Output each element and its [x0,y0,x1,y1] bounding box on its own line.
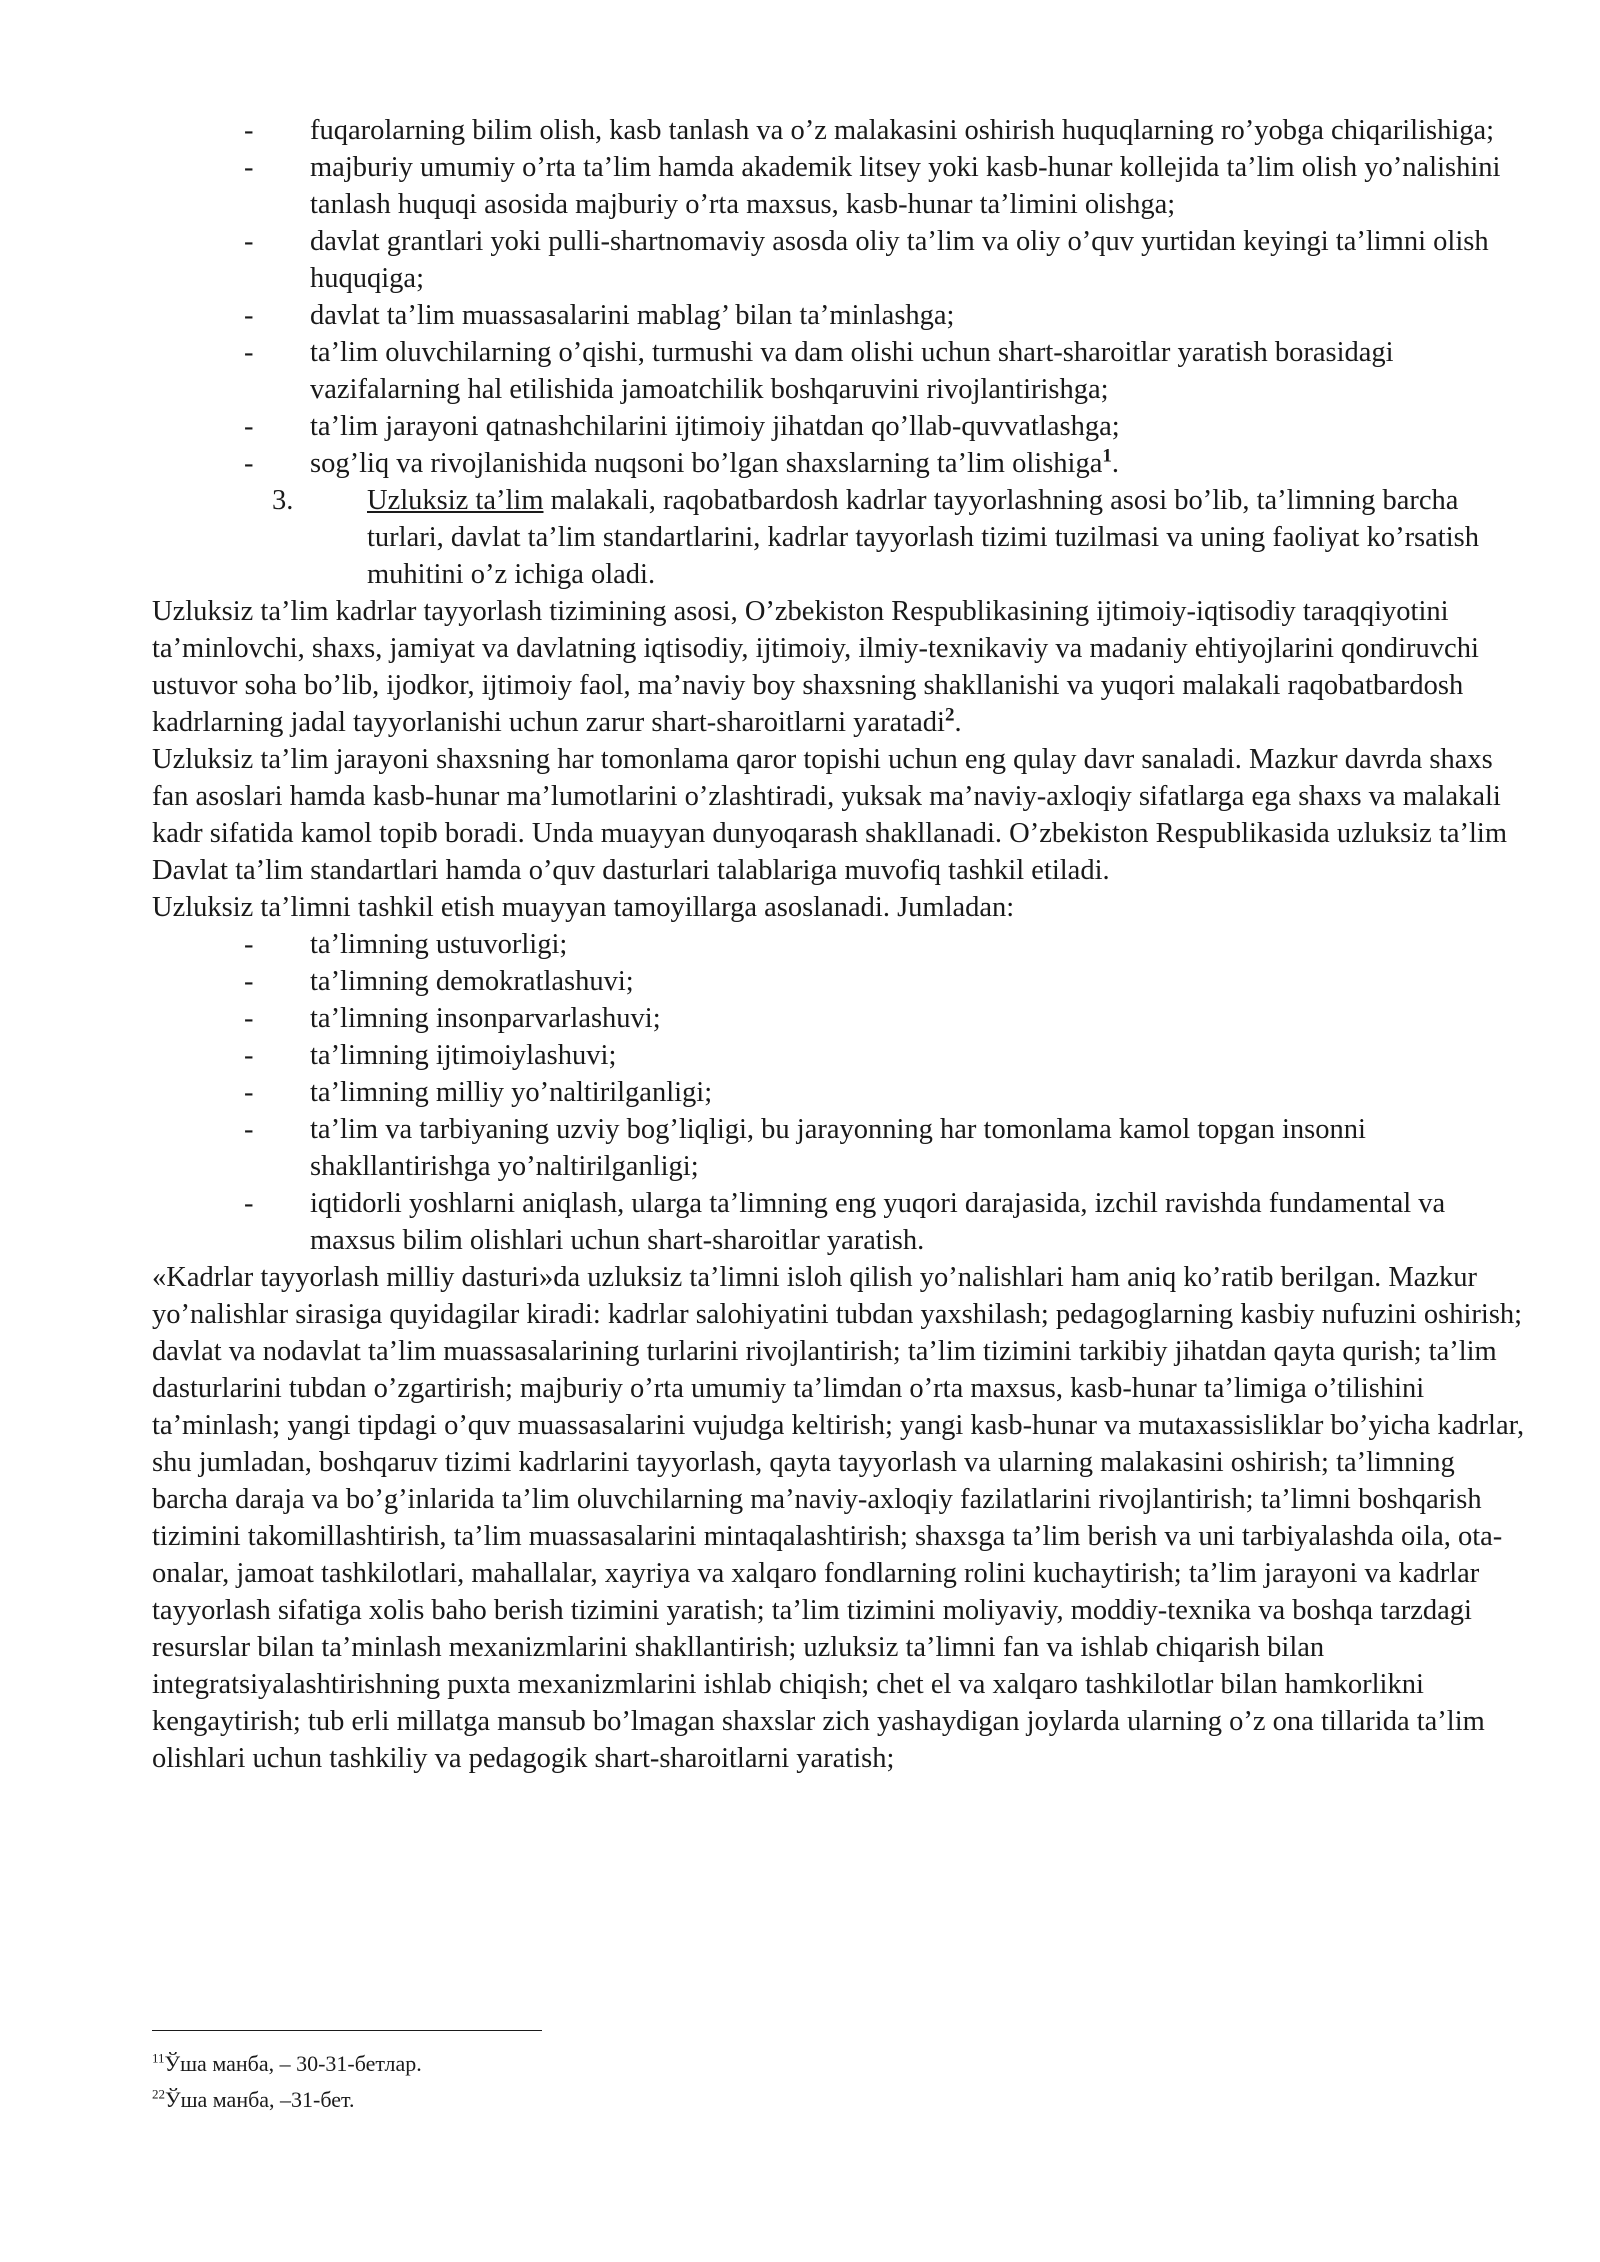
list-item-text: ta’lim oluvchilarning o’qishi, turmushi va dam olishi uchun shart-sharoitlar yaratish borasidagi vazifalarning hal etilishida jamoatchilik boshqaruvini rivojlantirishga; [310,337,1394,405]
list-item [152,408,1527,445]
list-item [152,1111,1527,1185]
list-item [152,297,1527,334]
item-number: 3. [272,485,294,516]
list-item [152,963,1527,1000]
list-item-text: majburiy umumiy o’rta ta’lim hamda akademik litsey yoki kasb-hunar kollejida ta’lim olish yo’nalishini tanlash huquqi asosida majburiy o’rta maxsus, kasb-hunar ta’limini olishga; [310,152,1501,220]
paragraph [152,593,1527,741]
dash-bullet: - [244,1040,254,1071]
dash-bullet: - [244,152,254,183]
dash-bullet: - [244,1188,254,1219]
dash-bullet: - [244,1003,254,1034]
list-item-text: davlat grantlari yoki pulli-shartnomaviy asosda oliy ta’lim va oliy o’quv yurtidan keyingi ta’limni olish huquqiga; [310,226,1489,294]
dash-bullet: - [244,337,254,368]
paragraph-text: Uzluksiz ta’lim kadrlar tayyorlash tizimining asosi, O’zbekiston Respublikasining ijtimoiy-iqtisodiy taraqqiyotini ta’minlovchi, shaxs, jamiyat va davlatning iqtisodiy, ijtimoiy, ilmiy-texnikaviy va madaniy ehtiyojlarini qondiruvchi ustuvor soha bo’lib, ijodkor, ijtimoiy faol, ma’naviy boy shaxsning shakllanishi va yuqori malakali raqobatbardosh kadrlarning jadal tayyorlanishi uchun zarur shart-sharoitlarni yaratadi [152,596,1479,738]
footnote-ref[interactable]: 2 [944,704,955,726]
list-item-text: iqtidorli yoshlarni aniqlash, ularga ta’limning eng yuqori darajasida, izchil ravishda fundamental va maxsus bilim olishlari uchun shart-sharoitlar yaratish. [310,1188,1446,1256]
rights-list [152,112,1527,482]
principles-list [152,926,1527,1259]
footnote [152,2082,1452,2118]
paragraph: «Kadrlar tayyorlash milliy dasturi»da uzluksiz ta’limni isloh qilish yo’nalishlari ham aniq ko’ratib berilgan. Mazkur yo’nalishlar sirasiga quyidagilar kiradi: kadrlar salohiyatini tubdan yaxshilash; pedagoglarning kasbiy nufuzini oshirish; davlat va nodavlat ta’lim muassasalarining turlarini rivojlantirish; ta’lim tizimini tarkibiy jihatdan qayta qurish; ta’lim dasturlarini tubdan o’zgartirish; majburiy o’rta umumiy ta’limdan o’rta maxsus, kasb-hunar ta’limiga o’tilishini ta’minlash; yangi tipdagi o’quv muassasalarini vujudga keltirish; yangi kasb-hunar va mutaxassisliklar bo’yicha kadrlar, shu jumladan, boshqaruv tizimi kadrlarini tayyorlash, qayta tayyorlash va ularning malakasini oshirish; ta’limning barcha daraja va bo’g’inlarida ta’lim oluvchilarning ma’naviy-axloqiy fazilatlarini rivojlantirish; ta’limni boshqarish tizimini takomillashtirish, ta’lim muassasalarini mintaqalashtirish; shaxsga ta’lim berish va uni tarbiyalashda oila, ota-onalar, jamoat tashkilotlari, mahallalar, xayriya va xalqaro fondlarning rolini kuchaytirish; ta’lim jarayoni va kadrlar tayyorlash sifatiga xolis baho berish tizimini yaratish; ta’lim tizimini moliyaviy, moddiy-texnika va boshqa tarzdagi resurslar bilan ta’minlash mexanizmlarini shakllantirish; uzluksiz ta’limni fan va ishlab chiqarish bilan integratsiyalashtirishning puxta mexanizmlarini ishlab chiqish; chet el va xalqaro tashkilotlar bilan hamkorlikni kengaytirish; tub erli millatga mansub bo’lmagan shaxslar zich yashaydigan joylarda ularning o’z ona tillarida ta’lim olishlari uchun tashkiliy va pedagogik shart-sharoitlarni yaratish; [152,1262,1525,1774]
list-item [152,445,1527,482]
footnotes [152,2046,1452,2118]
list-item [152,1000,1527,1037]
list-item-text: ta’limning ijtimoiylashuvi; [310,1040,617,1071]
list-item-text: ta’limning insonparvarlashuvi; [310,1003,661,1034]
footnote-mark: 22 [152,2086,165,2102]
dash-bullet: - [244,929,254,960]
item-term: Uzluksiz ta’lim [367,485,544,516]
item-text: malakali, raqobatbardosh kadrlar tayyorlashning asosi bo’lib, ta’limning barcha turlari, davlat ta’lim standartlarini, kadrlar tayyorlash tizimi tuzilmasi va uning faoliyat ko’rsatish muhitini o’z ichiga oladi. [367,485,1479,590]
dash-bullet: - [244,300,254,331]
list-item-text: ta’limning milliy yo’naltirilganligi; [310,1077,713,1108]
list-item-text: fuqarolarning bilim olish, kasb tanlash va o’z malakasini oshirish huquqlarning ro’yobga chiqarilishiga; [310,115,1495,146]
list-item [152,1185,1527,1259]
list-item [152,1037,1527,1074]
list-item [152,334,1527,408]
footnote [152,2046,1452,2082]
paragraph: Uzluksiz ta’lim jarayoni shaxsning har tomonlama qaror topishi uchun eng qulay davr sanaladi. Mazkur davrda shaxs fan asoslari hamda kasb-hunar ma’lumotlarini o’zlashtiradi, yuksak ma’naviy-axloqiy sifatlarga ega shaxs va malakali kadr sifatida kamol topib boradi. Unda muayyan dunyoqarash shakllanadi. O’zbekiston Respublikasida uzluksiz ta’lim Davlat ta’lim standartlari hamda o’quv dasturlari talablariga muvofiq tashkil etiladi. [152,744,1508,886]
dash-bullet: - [244,1114,254,1145]
dash-bullet: - [244,1077,254,1108]
list-item [152,223,1527,297]
dash-bullet: - [244,966,254,997]
paragraph: Uzluksiz ta’limni tashkil etish muayyan tamoyillarga asoslanadi. Jumladan: [152,892,1015,923]
list-item-text: davlat ta’lim muassasalarini mablag’ bilan ta’minlashga; [310,300,955,331]
list-item [152,149,1527,223]
list-item [152,112,1527,149]
list-item-text: ta’limning ustuvorligi; [310,929,568,960]
list-item-text: sog’liq va rivojlanishida nuqsoni bo’lgan shaxslarning ta’lim olishiga [310,448,1103,479]
list-item-text: ta’lim va tarbiyaning uzviy bog’liqligi, bu jarayonning har tomonlama kamol topgan insonni shakllantirishga yo’naltirilganligi; [310,1114,1366,1182]
paragraph-end: . [954,707,962,738]
footnote-text: Ўша манба, – 30-31-бетлар. [164,2051,422,2076]
dash-bullet: - [244,448,254,479]
dash-bullet: - [244,226,254,257]
body-text [152,112,1527,1777]
list-item-end: . [1111,448,1119,479]
list-item-text: ta’limning demokratlashuvi; [310,966,634,997]
list-item [152,1074,1527,1111]
footnote-text: Ўша манба, –31-бет. [165,2087,355,2112]
footnote-ref[interactable]: 1 [1102,445,1112,467]
dash-bullet: - [244,115,254,146]
footnote-separator [152,2030,542,2031]
list-item-text: ta’lim jarayoni qatnashchilarini ijtimoiy jihatdan qo’llab-quvvatlashga; [310,411,1120,442]
footnote-mark: 11 [152,2050,165,2066]
list-item [152,926,1527,963]
numbered-item-3 [152,482,1527,593]
dash-bullet: - [244,411,254,442]
